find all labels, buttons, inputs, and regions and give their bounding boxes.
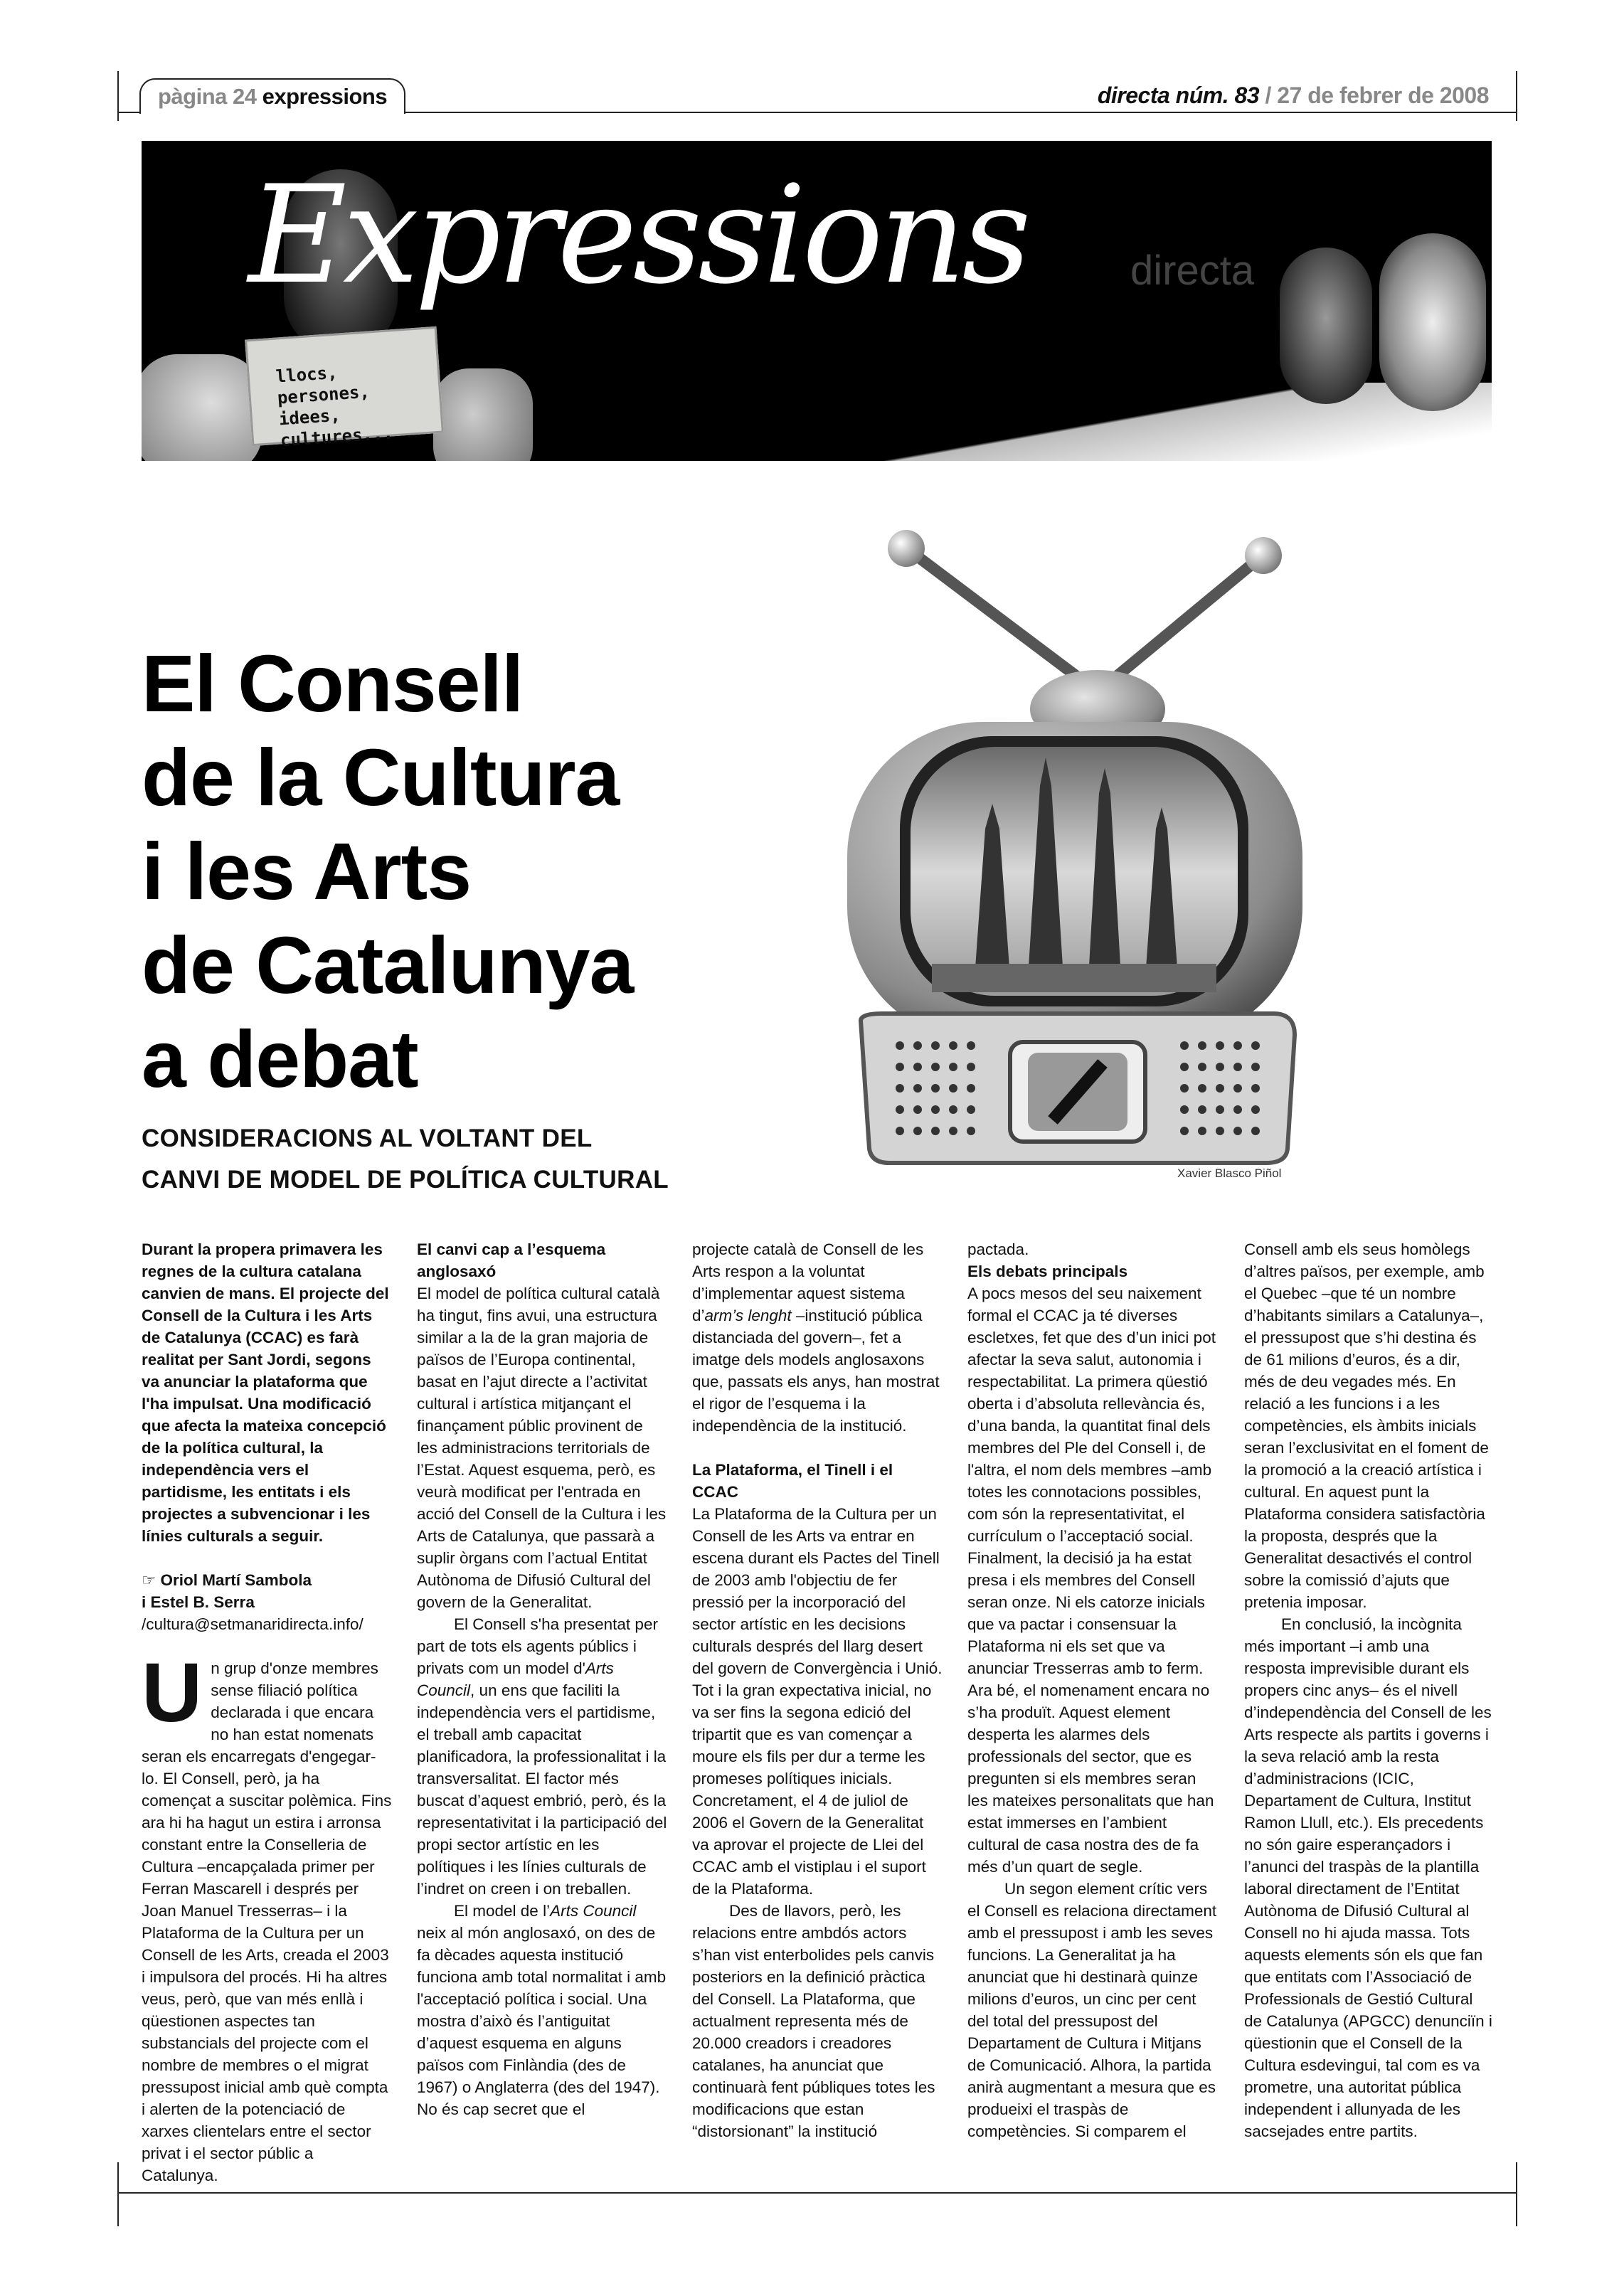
author-email: /cultura@setmanaridirecta.info/ [142,1615,363,1633]
banner-note-line: idees, cultures... [278,405,394,451]
section-name: expressions [262,84,388,109]
footer-rule [117,2192,1517,2194]
banner-bridge-image [725,383,1492,461]
banner-note-line: llocs, persones, [275,362,371,408]
author-name: i Estel B. Serra [142,1593,255,1611]
banner-child-image [1379,233,1486,411]
headline-line: El Consell [142,639,524,728]
page-section-tab [139,78,405,114]
banner-child-image [1280,248,1372,404]
article-column-3 [692,1238,943,2142]
author-name: Oriol Martí Sambola [160,1571,312,1589]
headline-line: de Catalunya [142,920,634,1010]
banner-title: Expressions [248,156,1027,314]
article-column-2 [417,1238,667,2120]
section-heading [417,1238,667,1282]
body-paragraph [692,1900,943,2142]
author-line [142,1569,392,1591]
issue-date: / 27 de febrer de 2008 [1265,83,1489,108]
text-run: A pocs mesos del seu naixement formal el CCAC ja té diverses escletxes, fet que des d’un inici pot afectar la seva salut, autonomia i respectabilitat. La primera qüestió oberta i d’absoluta rellevància és, d’una banda, la quantitat final dels membres del Ple del Consell i, de l'altra, el nom dels membres –amb totes les connotacions possibles, com són la representativitat, el currículum o l’acceptació social. Finalment, la decisió ja ha estat presa i els membres del Consell seran onze. Ni els catorze inicials que va pactar i consensuar la Plataforma ni els set que va anunciar Tresserras amb to ferm. Ara bé, el nomenament encara no s’ha produït. Aquest element desperta les alarmes dels professionals del sector, que es pregunten si els membres seran les mateixes personalitats que han estat immerses en l’ambient cultural de casa nostra des de fa més d’un quart de segle. [967,1285,1216,1876]
body-paragraph [1244,1238,1495,1613]
italic-term: arm’s lenght [704,1307,792,1324]
banner-hand-image [433,368,533,461]
banner-hand-image [142,354,262,461]
body-paragraph [967,1878,1218,2142]
section-heading [967,1260,1218,1282]
frame-right-top [1516,71,1517,121]
body-paragraph [142,1646,392,2186]
text-run: Durant la propera primavera les regnes de la cultura catalana canvien de mans. El projecte del Consell de la Cultura i les Arts de Catalunya (CCAC) es farà realitat per Sant Jordi, segons va anunciar la plataforma que l'ha impulsat. Una modificació que afecta la mateixa concepció de la política cultural, la independència vers el partidisme, les entitats i els projectes a subvencionar i les línies culturals a seguir. [142,1240,389,1545]
body-paragraph [967,1238,1218,1260]
paragraph-gap [692,1437,943,1459]
frame-right-bottom [1516,2162,1517,2226]
text-run: projecte català de Consell de les Arts respon a la voluntat d’implementar aquest sistema d’ [692,1240,924,1324]
text-run: El model de l’ [454,1902,551,1920]
body-paragraph [417,1282,667,1613]
author-byline [142,1569,392,1635]
article-subheading [142,1118,669,1201]
text-run: El Consell s'ha presentat per part de tots els agents públics i privats com un model d' [417,1615,658,1677]
article-column-1 [142,1238,392,2186]
text-run: neix al món anglosaxó, on des de fa dècades aquesta institució funciona amb total normalitat i amb l'acceptació política i social. Una mostra d’això és l’antiguitat d’aquest esquema en alguns països com Finlàndia (des de 1967) o Anglaterra (des del 1947). No és cap secret que el [417,1924,667,2118]
text-run: Els debats principals [967,1263,1128,1280]
headline-line: i les Arts [142,827,472,916]
text-run: –institució pública distanciada del govern–, fet a imatge dels models anglosaxons que, passats els anys, han mostrat el rigor de l’esquema i la independència de la institució. [692,1307,940,1435]
text-run: El model de política cultural català ha tingut, fins avui, una estructura similar a la de la gran majoria de països de l’Europa continental, basat en l’ajut directe a l’activitat cultural i artística mitjançant el finançament públic provinent de les administracions territorials de l’Estat. Aquest esquema, però, es veurà modificat per l'entrada en acció del Consell de la Cultura i les Arts de Catalunya, que passarà a suplir òrgans com l’actual Entitat Autònoma de Difusió Cultural del govern de la Generalitat. [417,1285,667,1611]
section-heading [692,1459,943,1503]
article-lead [142,1238,392,1547]
text-run: La Plataforma de la Cultura per un Consell de les Arts va entrar en escena durant els Pactes del Tinell de 2003 amb l'objectiu de fer pressió per la incorporació del sector artístic en les decisions culturals després del llarg desert del govern de Convergència i Unió. Tot i la gran expectativa inicial, no va ser fins la segona edició del tripartit que es van començar a moure els fils per dur a terme les promeses polítiques inicials. Concretament, el 4 de juliol de 2006 el Govern de la Generalitat va aprovar el projecte de Llei del CCAC amb el vistiplau i el suport de la Plataforma. [692,1505,943,1898]
tv-sagrada-familia-photo [832,523,1330,1184]
headline-line: de la Cultura [142,733,620,822]
pointing-hand-icon: ☞ [142,1571,161,1589]
italic-term: Arts Council [550,1902,637,1920]
banner-note [245,326,444,451]
photo-credit: Xavier Blasco Piñol [1177,1166,1282,1180]
article-headline [142,637,633,1106]
headline-line: a debat [142,1014,418,1104]
body-paragraph [1244,1613,1495,2142]
body-paragraph [692,1503,943,1900]
text-run: Des de llavors, però, les relacions entre ambdós actors s’han vist enterbolides pels canvis posteriors en la definició pràctica del Consell. La Plataforma, que actualment representa més de 20.000 creadors i creadores catalanes, ha anunciat que continuarà fent públiques totes les modificacions que estan “distorsionant” la institució [692,1902,935,2140]
body-paragraph [417,1613,667,1900]
text-run: pactada. [967,1240,1029,1258]
article-column-5 [1244,1238,1495,2142]
body-paragraph [417,1900,667,2120]
text-run: El canvi cap a l’esquema anglosaxó [417,1240,606,1280]
text-run: La Plataforma, el Tinell i el CCAC [692,1461,893,1501]
section-banner [142,141,1492,461]
body-paragraph [967,1282,1218,1878]
frame-left-top [117,71,119,121]
subhead-line: CANVI DE MODEL DE POLÍTICA CULTURAL [142,1166,669,1194]
italic-term: Arts Council [417,1659,614,1699]
article-column-4 [967,1238,1218,2142]
frame-left-bottom [117,2162,119,2226]
issue-info [1098,80,1489,111]
drop-cap: U [142,1646,203,1740]
banner-brand: directa [1130,248,1255,294]
text-run: , un ens que faciliti la independència vers el partidisme, el treball amb capacitat planificadora, la professionalitat i la transversalitat. El factor més buscat d’aquest embrió, però, és la representativitat i la participació del propi sector artístic en les polítiques i les línies culturals de l’indret on creen i on treballen. [417,1681,667,1898]
text-run: Un segon element crític vers el Consell es relaciona directament amb el pressupost i amb les seves funcions. La Generalitat ja ha anunciat que hi destinarà quinze milions d’euros, un cinc per cent del total del pressupost del Departament de Cultura i Mitjans de Comunicació. Alhora, la partida anirà augmentant a mesura que es produeixi el traspàs de competències. Si comparem el [967,1880,1217,2140]
subhead-line: CONSIDERACIONS AL VOLTANT DEL [142,1125,593,1152]
page-number: pàgina 24 [158,84,257,109]
text-run: Consell amb els seus homòlegs d’altres països, per exemple, amb el Quebec –que té un nombre d’habitants similars a Catalunya–, el pressupost que s’hi destina és de 61 milions d’euros, és a dir, més de deu vegades més. En relació a les funcions i a les competències, els àmbits inicials seran l’exclusivitat en el foment de la promoció a la creació artística i cultural. En aquest punt la Plataforma considera satisfactòria la proposta, després que la Generalitat desactivés el control sobre la comissió d’ajuts que pretenia imposar. [1244,1240,1489,1611]
body-paragraph [692,1238,943,1437]
paragraph-gap [142,1547,392,1569]
publication-issue: directa núm. 83 [1097,83,1260,108]
text-run: En conclusió, la incògnita més important –i amb una resposta imprevisible durant els propers cinc anys– és el nivell d’independència del Consell de les Arts respecte als partits i governs i la seva relació amb la resta d’administracions (ICIC, Departament de Cultura, Institut Ramon Llull, etc.). Els precedents no són gaire esperançadors i l’anunci del traspàs de la plantilla laboral directament de l’Entitat Autònoma de Difusió Cultural al Consell no hi ajuda massa. Tots aquests elements són els que fan que entitats com l’Associació de Professionals de Gestió Cultural de Catalunya (APGCC) denunciïn i qüestionin que el Consell de la Cultura esdevingui, tal com es va prometre, una autoritat pública independent i allunyada de les sacsejades entre partits. [1244,1615,1492,2140]
text-run: n grup d'onze membres sense filiació política declarada i que encara no han estat nomenats seran els encarregats d'engegar-lo. El Consell, però, ja ha començat a suscitar polèmica. Fins ara hi ha hagut un estira i arronsa constant entre la Conselleria de Cultura –encapçalada primer per Ferran Mascarell i després per Joan Manuel Tresserras– i la Plataforma de la Cultura per un Consell de les Arts, creada el 2003 i impulsora del procés. Hi ha altres veus, però, que van més enllà i qüestionen aspectes tan substancials del projecte com el nombre de membres o el migrat pressupost inicial amb què compta i alerten de la potenciació de xarxes clientelars entre el sector privat i el sector públic a Catalunya. [142,1659,392,2184]
